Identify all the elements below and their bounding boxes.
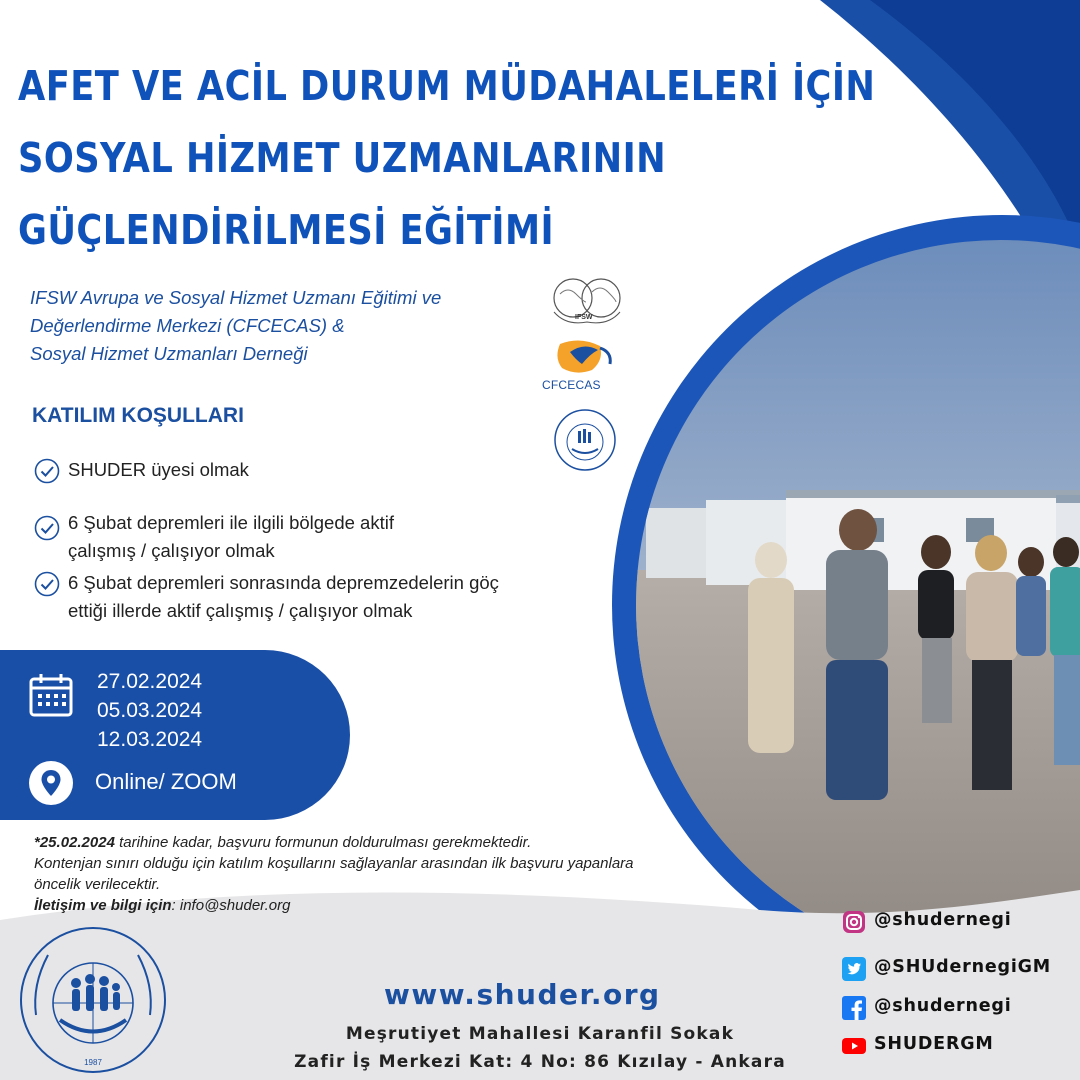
event-location: Online/ ZOOM — [95, 769, 237, 794]
contact-label: İletişim ve bilgi için — [34, 897, 172, 914]
requirement-text — [68, 509, 608, 565]
requirement-line: çalışmış / çalışıyor olmak — [68, 540, 275, 561]
youtube-icon — [842, 1034, 866, 1058]
location-pin-icon — [28, 760, 74, 806]
contact-email[interactable]: : info@shuder.org — [171, 897, 291, 914]
instagram-icon — [842, 910, 866, 934]
contact-line — [34, 895, 794, 916]
page-title — [18, 50, 876, 266]
requirement-line: 6 Şubat depremleri sonrasında depremzedelerin göç — [68, 572, 499, 593]
ifsw-logo — [546, 272, 628, 328]
address-line-1: Meşrutiyet Mahallesi Karanfil Sokak — [345, 1024, 735, 1044]
social-twitter[interactable] — [842, 957, 1072, 983]
event-date: 12.03.2024 — [97, 728, 203, 751]
application-note — [34, 832, 794, 916]
social-youtube[interactable] — [842, 1034, 1072, 1060]
requirement-line: SHUDER üyesi olmak — [68, 459, 249, 480]
requirement-line: ettiği illerde aktif çalışmış / çalışıyor olmak — [68, 600, 413, 621]
requirement-text — [68, 569, 608, 625]
organizers-line-2: Değerlendirme Merkezi (CFCECAS) & — [30, 315, 345, 336]
twitter-icon — [842, 957, 866, 981]
title-line-2: SOSYAL HİZMET UZMANLARININ — [18, 134, 667, 182]
requirement-item — [34, 509, 594, 567]
organizers-line-1: IFSW Avrupa ve Sosyal Hizmet Uzmanı Eğitimi ve — [30, 287, 442, 308]
event-dates — [97, 667, 202, 754]
event-date: 27.02.2024 — [97, 670, 203, 693]
facebook-handle: @shudernegi — [874, 996, 1012, 1016]
note-line-1 — [34, 832, 794, 853]
requirement-item — [34, 569, 594, 627]
note-asterisk: * — [34, 834, 40, 851]
calendar-icon — [28, 672, 74, 718]
check-circle-icon — [34, 515, 60, 541]
cfcecas-logo-text: CFCECAS — [542, 378, 601, 392]
requirements-heading: KATILIM KOŞULLARI — [32, 404, 244, 427]
shuder-logo — [18, 925, 168, 1075]
address — [270, 1020, 810, 1076]
event-date: 05.03.2024 — [97, 699, 203, 722]
website-link[interactable]: www.shuder.org — [384, 978, 661, 1011]
instagram-handle: @shudernegi — [874, 910, 1012, 930]
organizers-line-3: Sosyal Hizmet Uzmanları Derneği — [30, 343, 308, 364]
requirement-item — [34, 456, 594, 486]
check-circle-icon — [34, 458, 60, 484]
note-line-2: Kontenjan sınırı olduğu için katılım koşullarını sağlayanlar arasından ilk başvuru yapanlara — [34, 855, 634, 872]
youtube-handle: SHUDERGM — [874, 1034, 994, 1054]
check-circle-icon — [34, 571, 60, 597]
title-line-1: AFET VE ACİL DURUM MÜDAHALELERİ İÇİN — [18, 62, 876, 110]
requirement-text — [68, 456, 608, 484]
title-line-3: GÜÇLENDİRİLMESİ EĞİTİMİ — [18, 206, 555, 254]
note-deadline: 25.02.2024 — [39, 834, 115, 851]
ifsw-logo-text: IFSW — [575, 314, 593, 321]
requirement-line: 6 Şubat depremleri ile ilgili bölgede aktif — [68, 512, 394, 533]
cfcecas-logo — [540, 338, 620, 398]
logo-year: 1987 — [84, 1058, 102, 1067]
twitter-handle: @SHUdernegiGM — [874, 957, 1052, 977]
organizers-text — [30, 284, 550, 368]
social-instagram[interactable] — [842, 910, 1072, 936]
facebook-icon — [842, 996, 866, 1020]
social-facebook[interactable] — [842, 996, 1072, 1022]
note-line-1-text: tarihine kadar, başvuru formunun doldurulması gerekmektedir. — [114, 834, 532, 851]
address-line-2: Zafir İş Merkezi Kat: 4 No: 86 Kızılay - Ankara — [294, 1052, 786, 1072]
note-line-3: öncelik verilecektir. — [34, 876, 161, 893]
